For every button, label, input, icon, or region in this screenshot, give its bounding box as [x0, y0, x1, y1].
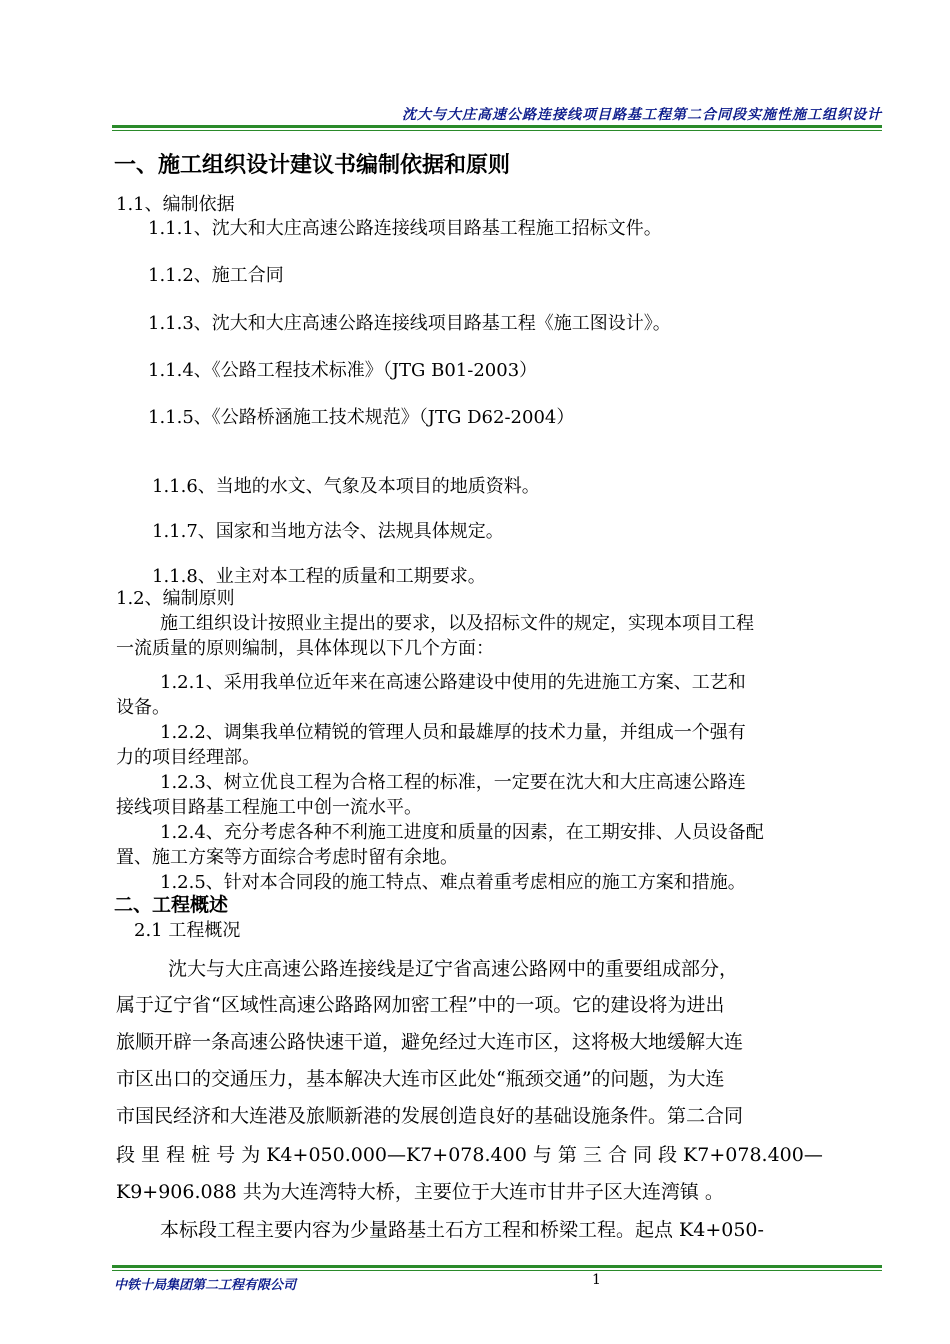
basis-item: 1.1.4、《公路工程技术标准》（JTG B01-2003）	[148, 360, 538, 381]
principle-line: 1.2.1、采用我单位近年来在高速公路建设中使用的先进施工方案、工艺和	[160, 672, 746, 693]
basis-item: 1.1.5、《公路桥涵施工技术规范》（JTG D62-2004）	[148, 407, 575, 428]
principle-line: 设备。	[116, 697, 170, 718]
basis-item: 1.1.7、国家和当地方法令、法规具体规定。	[152, 521, 504, 542]
overview-line: 市国民经济和大连港及旅顺新港的发展创造良好的基础设施条件。第二合同	[116, 1105, 744, 1127]
running-header: 沈大与大庄高速公路连接线项目路基工程第二合同段实施性施工组织设计	[402, 107, 882, 123]
header-rule	[112, 125, 882, 128]
overview-line: 市区出口的交通压力，基本解决大连市区此处“瓶颈交通”的问题，为大连	[116, 1068, 725, 1090]
principles-intro-line1: 施工组织设计按照业主提出的要求，以及招标文件的规定，实现本项目工程	[160, 613, 754, 634]
principle-line: 1.2.2、调集我单位精锐的管理人员和最雄厚的技术力量，并组成一个强有	[160, 722, 746, 743]
subsection-1-1: 1.1、编制依据	[116, 194, 235, 215]
basis-item: 1.1.1、沈大和大庄高速公路连接线项目路基工程施工招标文件。	[148, 218, 662, 239]
overview-line: 旅顺开辟一条高速公路快速干道，避免经过大连市区，这将极大地缓解大连	[116, 1031, 744, 1053]
overview-line: 段 里 程 桩 号 为 K4+050.000—K7+078.400 与 第 三 合 同 段 K7+078.400—	[116, 1144, 823, 1166]
overview-line: 属于辽宁省“区域性高速公路路网加密工程”中的一项。它的建设将为进出	[116, 994, 725, 1016]
footer-rule-thin	[112, 1270, 882, 1271]
section-1-title: 一、施工组织设计建议书编制依据和原则	[114, 153, 511, 178]
principle-line: 置、施工方案等方面综合考虑时留有余地。	[116, 847, 458, 868]
principle-line: 接线项目路基工程施工中创一流水平。	[116, 797, 422, 818]
basis-item: 1.1.3、沈大和大庄高速公路连接线项目路基工程《施工图设计》。	[148, 313, 671, 334]
principle-line: 1.2.5、针对本合同段的施工特点、难点着重考虑相应的施工方案和措施。	[160, 872, 746, 893]
principle-line: 1.2.4、充分考虑各种不利施工进度和质量的因素，在工期安排、人员设备配	[160, 822, 764, 843]
principles-intro-line2: 一流质量的原则编制，具体体现以下几个方面：	[116, 638, 494, 659]
basis-item: 1.1.2、施工合同	[148, 265, 284, 286]
overview-line: 沈大与大庄高速公路连接线是辽宁省高速公路网中的重要组成部分，	[168, 958, 739, 980]
overview-line: K9+906.088 共为大连湾特大桥，主要位于大连市甘井子区大连湾镇 。	[116, 1181, 724, 1203]
basis-item: 1.1.8、业主对本工程的质量和工期要求。	[152, 566, 486, 587]
section-2-title: 二、工程概述	[114, 894, 229, 916]
principle-line: 1.2.3、树立优良工程为合格工程的标准，一定要在沈大和大庄高速公路连	[160, 772, 746, 793]
basis-item: 1.1.6、当地的水文、气象及本项目的地质资料。	[152, 476, 540, 497]
footer-company: 中铁十局集团第二工程有限公司	[114, 1278, 297, 1293]
subsection-2-1: 2.1 工程概况	[134, 920, 241, 941]
subsection-1-2: 1.2、编制原则	[116, 588, 235, 609]
scope-line: 本标段工程主要内容为少量路基土石方工程和桥梁工程。起点 K4+050-	[160, 1219, 764, 1241]
page-number: 1	[592, 1272, 601, 1288]
footer-rule	[112, 1265, 882, 1268]
header-rule-thin	[112, 130, 882, 131]
principle-line: 力的项目经理部。	[116, 747, 260, 768]
